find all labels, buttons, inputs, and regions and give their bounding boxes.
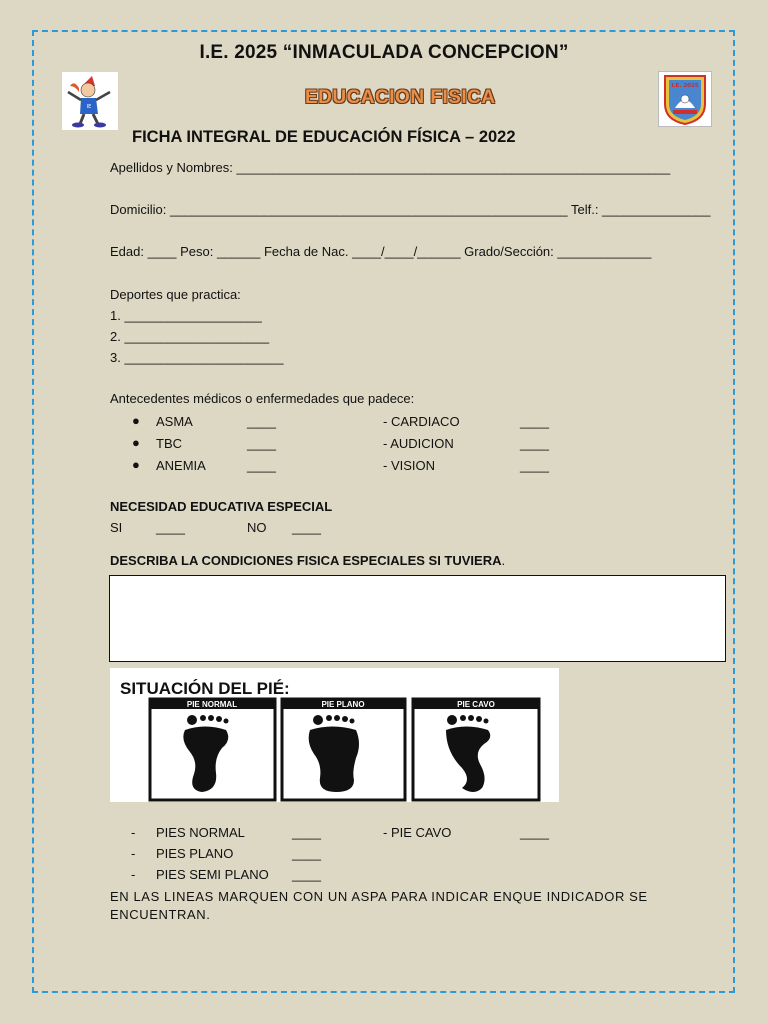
- dash-icon: -: [131, 867, 136, 882]
- names-field[interactable]: Apellidos y Nombres: ____________________________________________________________: [110, 160, 671, 175]
- svg-text:IE: IE: [86, 104, 92, 110]
- condition-audicion: - AUDICION: [383, 436, 454, 451]
- sports-label: Deportes que practica:: [110, 287, 241, 302]
- foot-situation-image: [110, 668, 559, 802]
- medical-label: Antecedentes médicos o enfermedades que padece:: [110, 391, 415, 406]
- blank-vision[interactable]: ____: [520, 458, 549, 473]
- option-pies-normal: PIES NORMAL: [156, 825, 245, 840]
- panel-cavo: [413, 699, 539, 800]
- panel-plano: [282, 699, 405, 800]
- foot-cavus-icon: [446, 727, 490, 793]
- school-name: I.E. 2025 “INMACULADA CONCEPCION”: [199, 42, 569, 63]
- conditions-label: DESCRIBA LA CONDICIONES FISICA ESPECIALES SI TUVIERA: [110, 553, 502, 568]
- address-phone-field[interactable]: Domicilio: _______________________________________________________ Telf.: _______________: [110, 202, 711, 217]
- blank-pies-semi-plano[interactable]: ____: [292, 867, 321, 882]
- option-pies-semi-plano: PIES SEMI PLANO: [156, 867, 269, 882]
- blank-asma[interactable]: ____: [247, 414, 276, 429]
- bullet-icon: ●: [132, 413, 140, 428]
- panel-normal: [150, 699, 275, 800]
- age-weight-dob-grade-field[interactable]: Edad: ____ Peso: ______ Fecha de Nac. ____/____/______ Grado/Sección: _____________: [110, 244, 652, 259]
- condition-vision: - VISION: [383, 458, 436, 473]
- blank-cardiaco[interactable]: ____: [520, 414, 549, 429]
- panel-normal-label: PIE NORMAL: [186, 700, 238, 709]
- foot-flat-icon: [309, 727, 359, 793]
- blank-pie-cavo[interactable]: ____: [520, 825, 549, 840]
- option-pies-plano: PIES PLANO: [156, 846, 234, 861]
- si-label: SI: [110, 520, 123, 535]
- blank-pies-normal[interactable]: ____: [292, 825, 321, 840]
- mascot-logo: [62, 72, 118, 130]
- dash-icon: -: [131, 825, 136, 840]
- blank-audicion[interactable]: ____: [520, 436, 549, 451]
- panel-plano-label: PIE PLANO: [321, 700, 365, 709]
- condition-cardiaco: - CARDIACO: [383, 414, 460, 429]
- condition-tbc: TBC: [156, 436, 182, 451]
- no-label: NO: [247, 520, 267, 535]
- condition-anemia: ANEMIA: [156, 458, 206, 473]
- panel-cavo-label: PIE CAVO: [457, 700, 495, 709]
- sport-line-2[interactable]: 2. ____________________: [110, 329, 270, 344]
- sport-line-1[interactable]: 1. ___________________: [110, 308, 262, 323]
- instructions-footnote: EN LAS LINEAS MARQUEN CON UN ASPA PARA INDICAR ENQUE INDICADOR SE ENCUENTRAN.: [110, 889, 648, 922]
- bullet-icon: ●: [132, 457, 140, 472]
- school-seal: [658, 71, 712, 127]
- form-title: FICHA INTEGRAL DE EDUCACIÓN FÍSICA – 2022: [132, 128, 516, 146]
- conditions-textbox[interactable]: [109, 575, 726, 662]
- special-needs-label: NECESIDAD EDUCATIVA ESPECIAL: [110, 499, 333, 514]
- subject-title: EDUCACION FISICA: [305, 87, 496, 108]
- option-pie-cavo: - PIE CAVO: [383, 825, 452, 840]
- foot-title: SITUACIÓN DEL PIÉ:: [120, 679, 290, 698]
- foot-normal-icon: [183, 727, 228, 793]
- seal-text: I.E. 2025: [671, 83, 699, 89]
- blank-tbc[interactable]: ____: [247, 436, 276, 451]
- conditions-label-line: [110, 553, 505, 568]
- dash-icon: -: [131, 846, 136, 861]
- sport-line-3[interactable]: 3. ______________________: [110, 350, 284, 365]
- si-blank[interactable]: ____: [156, 520, 185, 535]
- blank-pies-plano[interactable]: ____: [292, 846, 321, 861]
- bullet-icon: ●: [132, 435, 140, 450]
- no-blank[interactable]: ____: [292, 520, 321, 535]
- condition-asma: ASMA: [156, 414, 193, 429]
- conditions-period: .: [501, 553, 506, 568]
- blank-anemia[interactable]: ____: [247, 458, 276, 473]
